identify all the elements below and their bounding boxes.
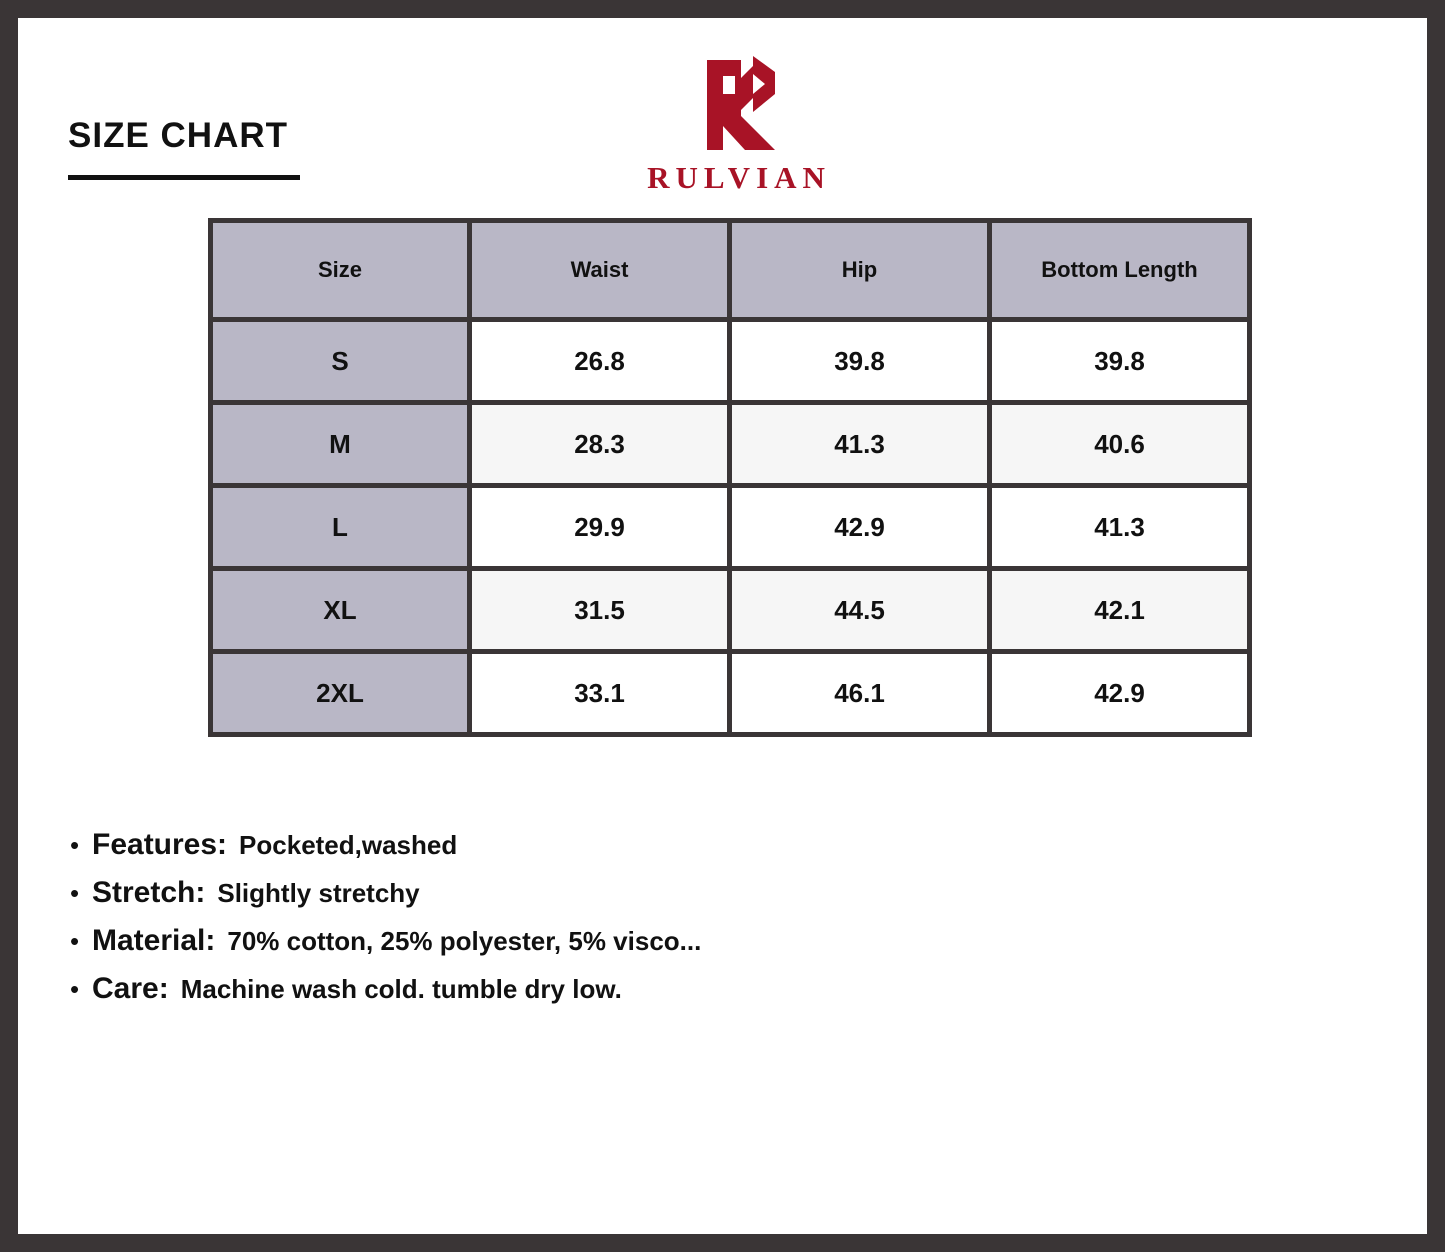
table-row [213,654,1247,732]
cell-hip: 42.9 [732,488,987,566]
cell-waist: 29.9 [472,488,727,566]
table-row [213,322,1247,400]
cell-bottom-length: 41.3 [992,488,1247,566]
cell-hip: 39.8 [732,322,987,400]
cell-hip: 41.3 [732,405,987,483]
product-notes [70,828,1170,1020]
brand-logo [614,54,864,196]
cell-size: XL [213,571,467,649]
bullet-icon: • [70,878,80,908]
bullet-icon: • [70,830,80,860]
table-header-row [213,223,1247,317]
size-table [208,218,1252,737]
table-row [213,405,1247,483]
column-header-size: Size [213,223,467,317]
title-block [68,118,300,180]
cell-waist: 28.3 [472,405,727,483]
note-item-stretch [70,876,1170,910]
brand-name: RULVIAN [647,160,831,195]
page-inner [18,18,1427,1234]
note-label: Material: [92,924,216,957]
note-label: Features: [92,828,228,861]
note-item-features [70,828,1170,862]
note-item-care [70,972,1170,1006]
table-row [213,488,1247,566]
column-header-hip: Hip [732,223,987,317]
cell-hip: 46.1 [732,654,987,732]
note-value: 70% cotton, 25% polyester, 5% visco... [227,926,702,956]
cell-bottom-length: 40.6 [992,405,1247,483]
cell-bottom-length: 39.8 [992,322,1247,400]
bullet-icon: • [70,974,80,1004]
cell-hip: 44.5 [732,571,987,649]
size-table-wrapper [208,218,1228,737]
bullet-icon: • [70,926,80,956]
column-header-bottom-length: Bottom Length [992,223,1247,317]
cell-waist: 26.8 [472,322,727,400]
table-row [213,571,1247,649]
note-value: Slightly stretchy [217,878,420,908]
cell-bottom-length: 42.9 [992,654,1247,732]
cell-size: L [213,488,467,566]
size-table-body [213,322,1247,732]
note-label: Stretch: [92,876,206,909]
cell-waist: 31.5 [472,571,727,649]
cell-waist: 33.1 [472,654,727,732]
size-table-head [213,223,1247,317]
title-underline [68,175,300,180]
page-title: SIZE CHART [68,116,288,155]
rulvian-r-monogram-icon [614,54,864,154]
cell-size: S [213,322,467,400]
column-header-waist: Waist [472,223,727,317]
cell-bottom-length: 42.1 [992,571,1247,649]
cell-size: M [213,405,467,483]
note-item-material [70,924,1170,958]
cell-size: 2XL [213,654,467,732]
note-value: Pocketed,washed [239,830,458,860]
note-value: Machine wash cold. tumble dry low. [180,974,622,1004]
note-label: Care: [92,972,169,1005]
